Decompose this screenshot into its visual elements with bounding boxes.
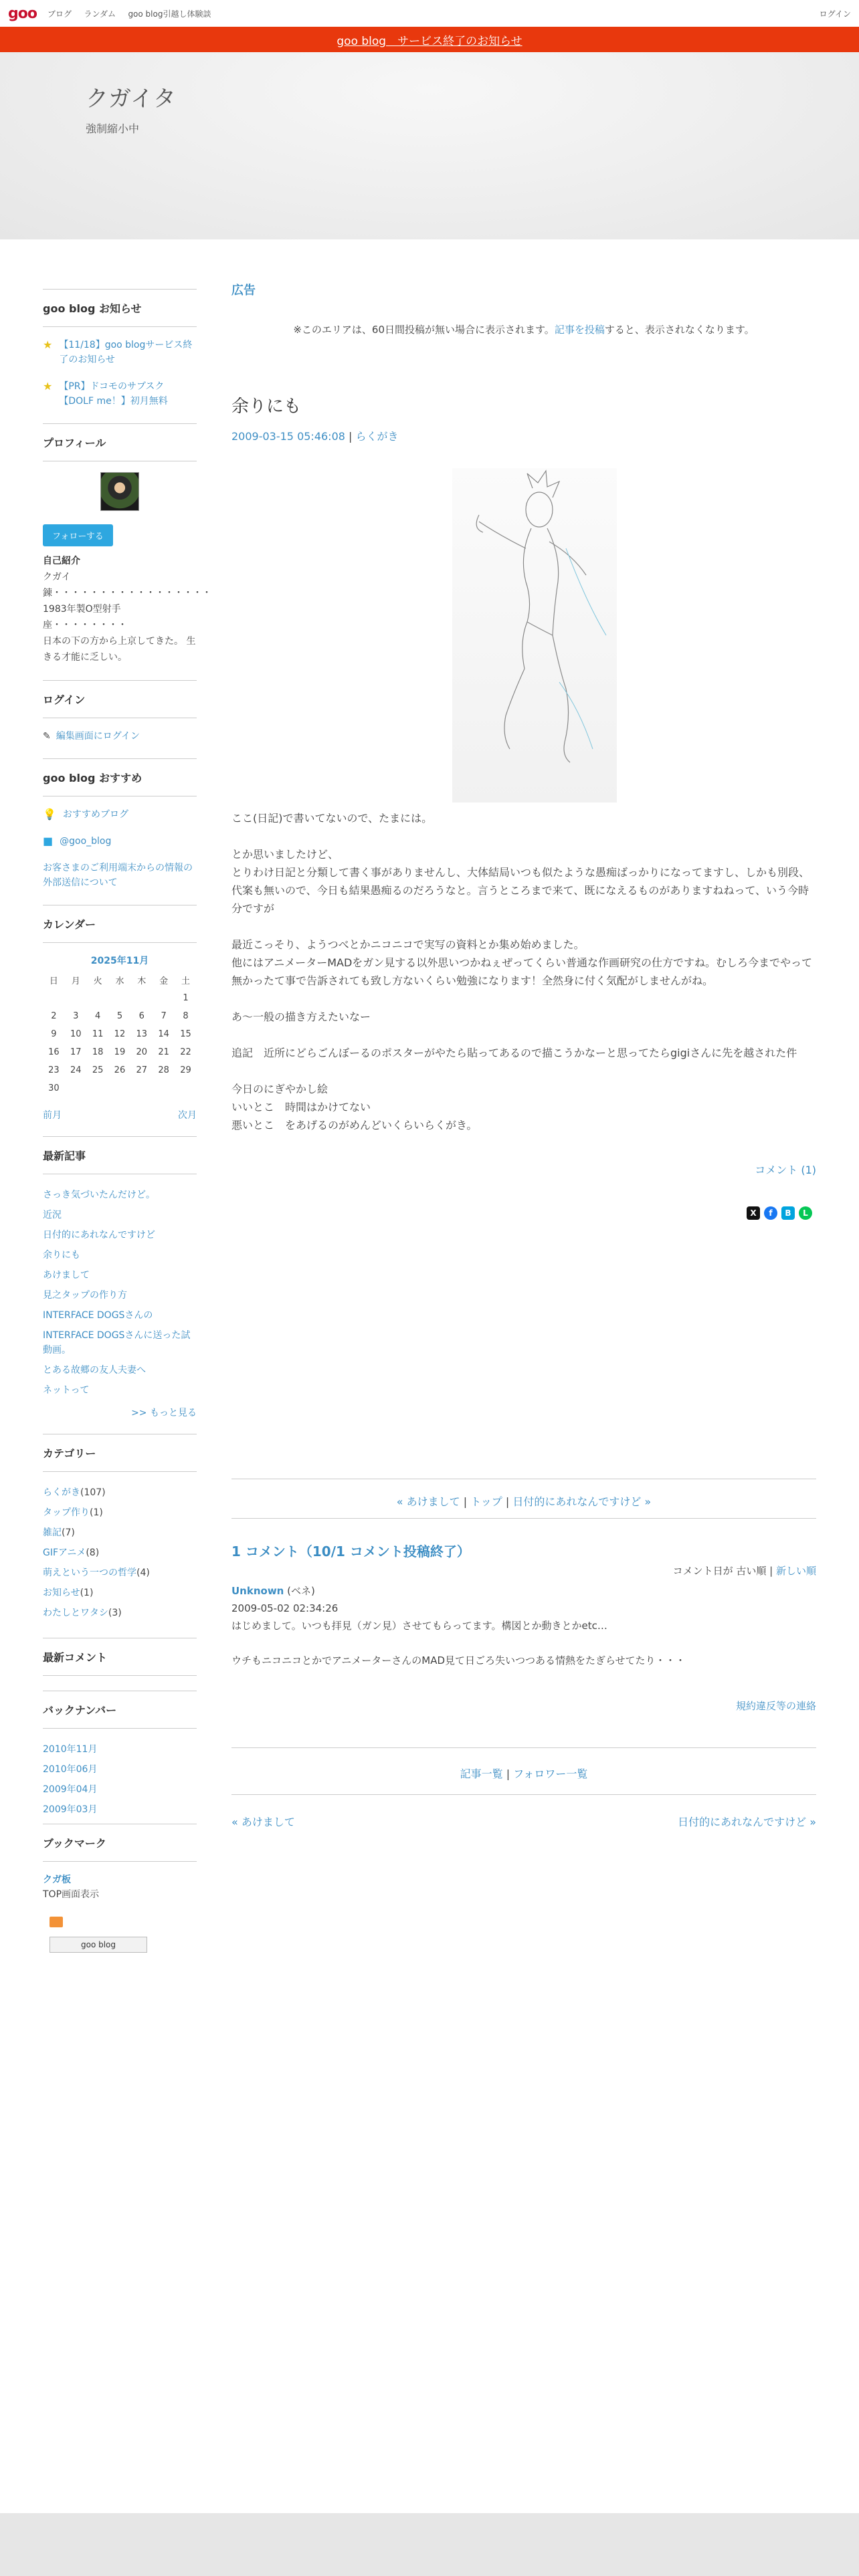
entry-title: 余りにも bbox=[231, 397, 302, 417]
calendar-day: 9 bbox=[51, 1029, 57, 1039]
blog-header bbox=[0, 52, 859, 239]
order-separator: | bbox=[769, 1565, 776, 1577]
star-icon: ★ bbox=[43, 380, 53, 393]
profile-title: プロフィール bbox=[43, 435, 197, 461]
bookmark-title: ブックマーク bbox=[43, 1835, 197, 1862]
recent-post-link[interactable]: 日付的にあれなんですけど bbox=[43, 1230, 155, 1241]
category-count: (4) bbox=[136, 1568, 150, 1578]
backnumber-link[interactable]: 2009年04月 bbox=[43, 1784, 98, 1795]
recent-post-link[interactable]: INTERFACE DOGSさんに送った試動画。 bbox=[43, 1330, 191, 1356]
comment-author[interactable]: Unknown bbox=[231, 1585, 284, 1597]
backnumber-title: バックナンバー bbox=[43, 1702, 197, 1729]
calendar-day bbox=[175, 1079, 197, 1097]
bookmark-section bbox=[43, 1824, 197, 1902]
bottom-prev-link[interactable]: « あけまして bbox=[231, 1816, 295, 1828]
nav-random[interactable]: ランダム bbox=[84, 9, 116, 19]
calendar-section bbox=[43, 905, 197, 1121]
calendar-day bbox=[153, 1079, 175, 1097]
calendar-day: 5 bbox=[116, 1011, 123, 1021]
news-section bbox=[43, 289, 197, 409]
calendar-table bbox=[43, 971, 197, 1097]
calendar-day: 13 bbox=[136, 1029, 148, 1039]
category-count: (107) bbox=[80, 1487, 106, 1498]
entry-date-link[interactable]: 2009-03-15 05:46:08 bbox=[231, 430, 345, 443]
bookmark-description: TOP画面表示 bbox=[43, 1889, 100, 1900]
category-item bbox=[43, 1583, 197, 1603]
calendar-day: 3 bbox=[73, 1011, 79, 1021]
backnumber-list[interactable] bbox=[43, 1739, 197, 1815]
list-separator: | bbox=[506, 1767, 514, 1780]
post-nav bbox=[231, 1493, 816, 1509]
weekday-wed: 水 bbox=[115, 976, 124, 986]
rss-icon[interactable] bbox=[50, 1917, 63, 1927]
service-end-link[interactable]: goo blog サービス終了のお知らせ bbox=[337, 34, 522, 48]
category-count: (1) bbox=[90, 1507, 103, 1518]
profile-line: 錬・・・・・・・・・・・・・・・・・ bbox=[43, 588, 211, 599]
external-transmission-link[interactable]: お客さまのご利用端末からの情報の外部送信について bbox=[43, 863, 193, 888]
divider bbox=[231, 1794, 816, 1795]
calendar-day: 25 bbox=[92, 1065, 104, 1075]
calendar-day bbox=[87, 1079, 109, 1097]
sketch-image[interactable] bbox=[452, 468, 617, 802]
recommend-section bbox=[43, 758, 197, 890]
divider bbox=[231, 1518, 816, 1519]
calendar-prev-link[interactable]: 前月 bbox=[43, 1110, 62, 1121]
calendar-day: 2 bbox=[51, 1011, 57, 1021]
recommend-item bbox=[43, 861, 197, 890]
meta-separator: | bbox=[349, 430, 356, 443]
calendar-day: 11 bbox=[92, 1029, 104, 1039]
recommended-blogs-link[interactable]: おすすめブログ bbox=[62, 809, 129, 820]
calendar-week bbox=[43, 989, 197, 1007]
ad-note-text: ※このエリアは、60日間投稿が無い場合に表示されます。 bbox=[293, 324, 555, 336]
calendar-day bbox=[153, 989, 175, 1007]
calendar-week bbox=[43, 1007, 197, 1025]
comment-date: 2009-05-02 02:34:26 bbox=[231, 1602, 339, 1614]
comments-title: 1 コメント（10/1 コメント投稿終了） bbox=[231, 1543, 470, 1560]
backnumber-section bbox=[43, 1691, 197, 1815]
more-posts-link[interactable]: >> もっと見る bbox=[131, 1408, 197, 1418]
category-count: (1) bbox=[80, 1588, 94, 1598]
next-post-link[interactable]: 日付的にあれなんですけど » bbox=[512, 1495, 652, 1508]
top-login-link[interactable]: ログイン bbox=[819, 9, 851, 19]
order-label: コメント日が bbox=[672, 1565, 733, 1577]
recent-post-link[interactable]: さっき気づいたんだけど。 bbox=[43, 1190, 155, 1200]
news-item bbox=[43, 379, 197, 409]
calendar-day: 24 bbox=[70, 1065, 82, 1075]
top-nav bbox=[47, 8, 220, 19]
comment-author-line bbox=[231, 1582, 816, 1600]
recent-post-link[interactable]: INTERFACE DOGSさんの bbox=[43, 1310, 153, 1321]
latest-comments-section bbox=[43, 1638, 197, 1676]
calendar-day bbox=[65, 989, 87, 1007]
calendar-day: 30 bbox=[48, 1083, 60, 1093]
nav-separator: | bbox=[505, 1495, 513, 1508]
calendar-day bbox=[43, 989, 65, 1007]
category-link[interactable]: 雑記 bbox=[43, 1527, 62, 1538]
recent-post-link[interactable]: ネットって bbox=[43, 1385, 90, 1396]
comment-text: はじめまして。いつも拝見（ガン見）させてもらってます。構図とか動きとかetc… ウチもニコニコとかでアニメーターさんのMAD見て日ごろ失いつつある情熱をたぎらせてたり・・・ bbox=[231, 1620, 686, 1667]
categories-title: カテゴリー bbox=[43, 1445, 197, 1472]
news-link[interactable]: 【PR】ドコモのサブスク【DOLF me！】初月無料 bbox=[59, 381, 168, 407]
report-violation-link[interactable]: 規約違反等の連絡 bbox=[735, 1700, 816, 1712]
line-share-icon[interactable]: L bbox=[799, 1206, 812, 1220]
recent-posts-title: 最新記事 bbox=[43, 1148, 197, 1174]
calendar-day: 27 bbox=[136, 1065, 148, 1075]
calendar-week bbox=[43, 1061, 197, 1079]
calendar-day: 22 bbox=[180, 1047, 191, 1057]
calendar-day: 12 bbox=[114, 1029, 126, 1039]
recent-posts-section bbox=[43, 1136, 197, 1419]
backnumber-link[interactable]: 2010年11月 bbox=[43, 1744, 98, 1755]
blog-description: 強制縮小中 bbox=[86, 122, 140, 135]
calendar-day bbox=[65, 1079, 87, 1097]
recent-post-link[interactable]: 近況 bbox=[43, 1210, 62, 1220]
order-new[interactable]: 新しい順 bbox=[775, 1565, 816, 1577]
recent-post-link[interactable]: 見之タップの作り方 bbox=[43, 1290, 127, 1301]
profile-line: 1983年製O型射手座・・・・・・・・ bbox=[43, 604, 127, 631]
calendar-day bbox=[130, 989, 153, 1007]
calendar-day: 17 bbox=[70, 1047, 82, 1057]
main-content bbox=[231, 281, 816, 1828]
category-item bbox=[43, 1523, 197, 1543]
prev-post-link[interactable]: « あけまして bbox=[396, 1495, 460, 1508]
category-link[interactable]: わたしとワタシ bbox=[43, 1608, 108, 1618]
profile-text bbox=[43, 553, 211, 665]
top-link[interactable]: トップ bbox=[470, 1495, 502, 1508]
goo-logo[interactable]: goo bbox=[8, 5, 37, 22]
weekday-thu: 木 bbox=[137, 976, 147, 986]
calendar-week bbox=[43, 1043, 197, 1061]
login-title: ログイン bbox=[43, 691, 197, 718]
nav-separator: | bbox=[463, 1495, 471, 1508]
news-item bbox=[43, 338, 197, 367]
news-link[interactable]: 【11/18】goo blogサービス終了のお知らせ bbox=[59, 340, 193, 365]
recommend-item bbox=[43, 834, 197, 849]
ad-note-text: すると、表示されなくなります。 bbox=[604, 324, 755, 336]
twitter-icon: ■ bbox=[43, 835, 54, 847]
calendar-day: 14 bbox=[158, 1029, 169, 1039]
calendar-day: 23 bbox=[48, 1065, 60, 1075]
calendar-day bbox=[130, 1079, 153, 1097]
calendar-title: カレンダー bbox=[43, 916, 197, 943]
latest-comments-title: 最新コメント bbox=[43, 1649, 197, 1676]
calendar-next-link[interactable]: 次月 bbox=[178, 1110, 197, 1121]
avatar[interactable] bbox=[100, 472, 139, 511]
comment-count-link[interactable]: コメント (1) bbox=[755, 1164, 816, 1176]
nav-blog[interactable]: ブログ bbox=[47, 9, 72, 19]
comments-order bbox=[673, 1564, 816, 1578]
pencil-icon: ✎ bbox=[43, 731, 51, 742]
bottom-next-link[interactable]: 日付的にあれなんですけど » bbox=[678, 1816, 816, 1828]
calendar-day: 29 bbox=[180, 1065, 191, 1075]
ad-title: 広告 bbox=[231, 284, 256, 298]
calendar-day bbox=[109, 1079, 131, 1097]
follower-list-link[interactable]: フォロワー一覧 bbox=[513, 1767, 588, 1780]
sidebar bbox=[43, 289, 211, 1953]
calendar-day bbox=[87, 989, 109, 1007]
post-article-link[interactable]: 記事を投稿 bbox=[554, 324, 605, 336]
calendar-day: 18 bbox=[92, 1047, 104, 1057]
calendar-day: 16 bbox=[48, 1047, 60, 1057]
x-share-icon[interactable]: X bbox=[747, 1206, 760, 1220]
entry-body: ここ(日記)で書いてないので、たまには。 とか思いましたけど、 とりわけ日記と分類して書く事がありませんし、大体結局いつも似たような愚痴ばっかりになってますし、しかも別段、代案も無いので、今日も結果愚痴るのだろうなと。言うところまで来て、既になえるものがありますねねって、いう今時分ですが 最近こっそり、ようつべとかニコニコで実写の資料とか集め始めました。 他にはアニメーターMADをガン見する以外思いつかねぇぜってくらい普通な作画研究の仕方ですね。むしろ今までやって無かったて事で告訴されても致し方ないくらい勉強になります！全然身に付く気配がしませんがね。 あ〜一般の描き方えたいなー 追記 近所にどらごんぼーるのポスターがやたら貼ってあるので描こうかなーと思ってたらgigiさんに先を越された件 今日のにぎやかし絵 いいとこ 時間はかけてない 悪いとこ をあげるのがめんどいくらいらくがき。 bbox=[231, 812, 812, 1132]
calendar-month[interactable]: 2025年11月 bbox=[90, 956, 149, 966]
profile-line: クガイ bbox=[43, 572, 71, 582]
order-old[interactable]: 古い順 bbox=[736, 1565, 767, 1577]
weekday-mon: 月 bbox=[71, 976, 80, 986]
service-end-banner bbox=[0, 27, 859, 52]
weekday-sat: 土 bbox=[181, 976, 191, 986]
star-icon: ★ bbox=[43, 338, 53, 351]
calendar-day: 6 bbox=[138, 1011, 145, 1021]
nav-migration-stories[interactable]: goo blog引越し体験談 bbox=[128, 9, 211, 19]
category-item bbox=[43, 1603, 197, 1623]
weekday-fri: 金 bbox=[159, 976, 169, 986]
calendar-day: 10 bbox=[70, 1029, 82, 1039]
calendar-day bbox=[109, 989, 131, 1007]
recommend-item bbox=[43, 807, 197, 822]
top-bar bbox=[0, 0, 859, 27]
login-section bbox=[43, 680, 197, 744]
calendar-day: 7 bbox=[161, 1011, 167, 1021]
category-link[interactable]: 萌えという一つの哲学 bbox=[43, 1568, 136, 1578]
backnumber-link[interactable]: 2009年03月 bbox=[43, 1804, 98, 1815]
goo-blog-badge[interactable]: goo blog bbox=[50, 1937, 147, 1953]
calendar-day: 1 bbox=[183, 993, 189, 1003]
bookmark-link[interactable]: クガ板 bbox=[43, 1874, 71, 1885]
comment bbox=[231, 1582, 816, 1669]
profile-section bbox=[43, 423, 211, 665]
article-list-link[interactable]: 記事一覧 bbox=[460, 1767, 503, 1780]
list-links bbox=[231, 1765, 816, 1781]
category-item bbox=[43, 1543, 197, 1563]
calendar-day: 19 bbox=[114, 1047, 126, 1057]
lightbulb-icon: 💡 bbox=[43, 808, 56, 821]
profile-line: 日本の下の方から上京してきた。 生きる才能に乏しい。 bbox=[43, 636, 196, 663]
calendar-nav bbox=[43, 1108, 197, 1121]
calendar-day: 20 bbox=[136, 1047, 148, 1057]
entry-category-link[interactable]: らくがき bbox=[355, 430, 399, 443]
category-count: (7) bbox=[62, 1527, 75, 1538]
category-count: (3) bbox=[108, 1608, 122, 1618]
category-item bbox=[43, 1563, 197, 1583]
calendar-day: 21 bbox=[158, 1047, 169, 1057]
comment-author-suffix: (ベネ) bbox=[287, 1585, 315, 1597]
calendar-day: 28 bbox=[158, 1065, 169, 1075]
weekday-sun: 日 bbox=[49, 976, 58, 986]
calendar-week bbox=[43, 1079, 197, 1097]
sketch-drawing bbox=[452, 468, 617, 802]
category-item bbox=[43, 1503, 197, 1523]
goo-blog-twitter-link[interactable]: @goo_blog bbox=[60, 836, 112, 847]
footer bbox=[0, 2513, 859, 2576]
facebook-share-icon[interactable]: f bbox=[764, 1206, 777, 1220]
share-buttons bbox=[747, 1206, 812, 1220]
profile-label: 自己紹介 bbox=[43, 556, 80, 566]
calendar-day: 26 bbox=[114, 1065, 126, 1075]
blog-title[interactable]: クガイタ bbox=[86, 86, 176, 112]
editor-login-link[interactable]: 編集画面にログイン bbox=[56, 731, 140, 742]
news-title: goo blog お知らせ bbox=[43, 300, 197, 327]
calendar-day: 15 bbox=[180, 1029, 191, 1039]
recent-post-link[interactable]: とある故郷の友人夫妻へ bbox=[43, 1365, 146, 1376]
ad-note bbox=[231, 322, 816, 336]
login-item bbox=[43, 729, 197, 744]
category-link[interactable]: お知らせ bbox=[43, 1588, 80, 1598]
category-link[interactable]: GIFアニメ bbox=[43, 1547, 86, 1558]
category-item bbox=[43, 1483, 197, 1503]
calendar-day: 4 bbox=[94, 1011, 101, 1021]
divider bbox=[231, 1747, 816, 1748]
category-link[interactable]: らくがき bbox=[43, 1487, 80, 1498]
category-link[interactable]: タップ作り bbox=[43, 1507, 90, 1518]
category-count: (8) bbox=[86, 1547, 100, 1558]
entry-meta bbox=[231, 428, 816, 443]
follow-button[interactable]: フォローする bbox=[43, 524, 113, 546]
hatena-bookmark-icon[interactable]: B bbox=[781, 1206, 795, 1220]
recent-post-link[interactable]: 余りにも bbox=[43, 1250, 80, 1261]
categories-section bbox=[43, 1434, 197, 1623]
recent-post-link[interactable]: あけまして bbox=[43, 1270, 90, 1281]
recommend-title: goo blog おすすめ bbox=[43, 770, 197, 796]
calendar-day: 8 bbox=[183, 1011, 189, 1021]
calendar-week bbox=[43, 1025, 197, 1043]
weekday-tue: 火 bbox=[93, 976, 102, 986]
backnumber-link[interactable]: 2010年06月 bbox=[43, 1764, 98, 1775]
